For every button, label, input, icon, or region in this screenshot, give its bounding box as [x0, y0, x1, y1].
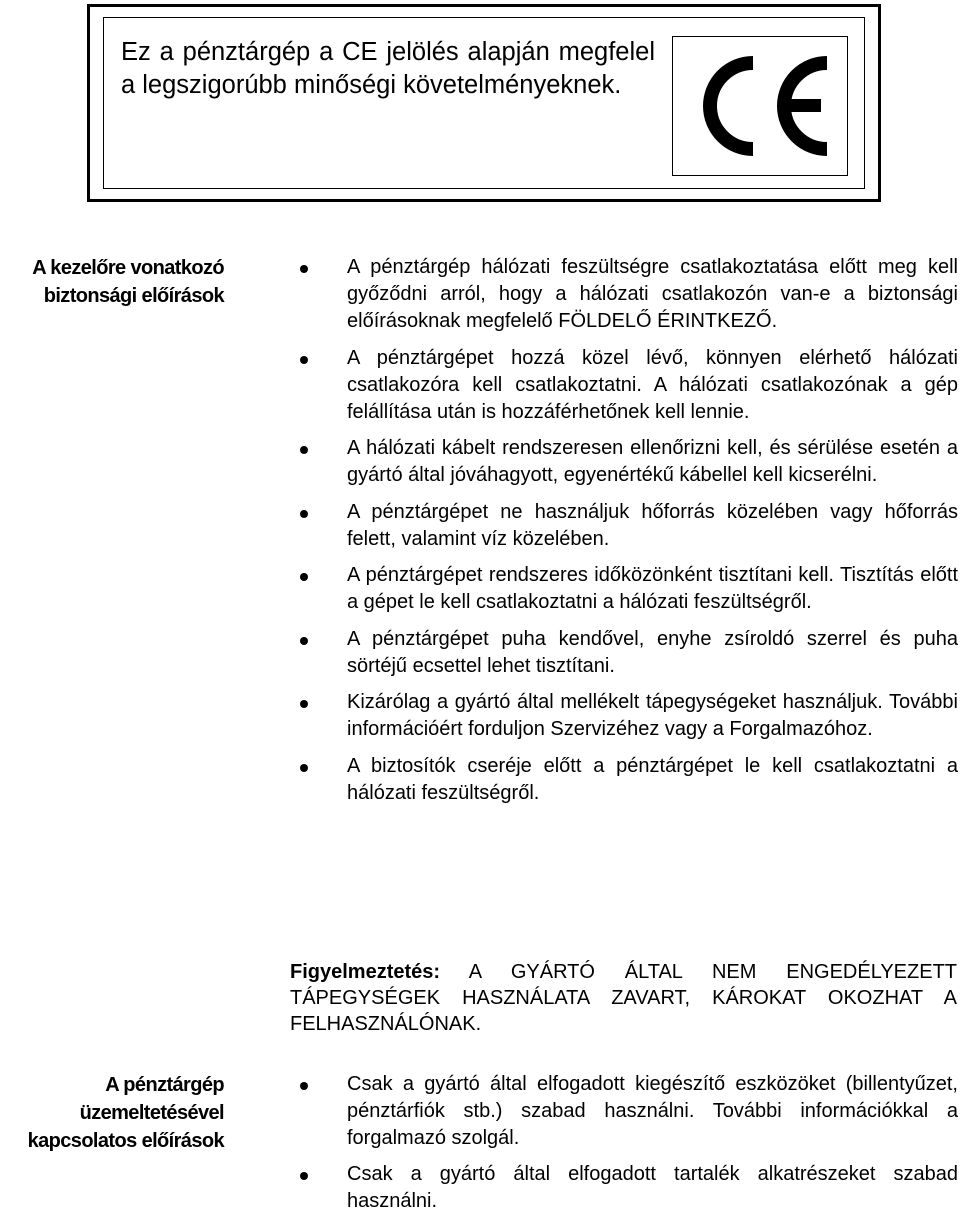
list-item: A pénztárgépet rendszeres időközönként tisztítani kell. Tisztítás előtt a gépet le kell csatlakoztatni a hálózati feszültségről.: [290, 562, 958, 616]
bullet-icon: [300, 446, 308, 454]
operation-heading: A pénztárgép üzemeltetésével kapcsolatos előírások: [27, 1074, 224, 1152]
bullet-icon: [300, 510, 308, 518]
warning-paragraph: [290, 959, 957, 1037]
bullet-icon: [300, 265, 308, 273]
bullet-icon: [300, 1082, 308, 1090]
ce-logo-frame: [672, 36, 848, 176]
bullet-icon: [300, 700, 308, 708]
operator-safety-heading: A kezelőre vonatkozó biztonsági előírások: [32, 257, 224, 307]
operation-list: [290, 1071, 958, 1224]
bullet-icon: [300, 637, 308, 645]
bullet-icon: [300, 1172, 308, 1180]
bullet-icon: [300, 356, 308, 364]
warning-text: A GYÁRTÓ ÁLTAL NEM ENGEDÉLYEZETT TÁPEGYSÉGEK HASZNÁLATA ZAVART, KÁROKAT OKOZHAT A FELHASZNÁLÓNAK.: [290, 961, 958, 1035]
list-item: A pénztárgép hálózati feszültségre csatlakoztatása előtt meg kell győződni arról, hogy a hálózati csatlakozón van-e a biztonsági előírásoknak megfelelő FÖLDELŐ ÉRINTKEZŐ.: [290, 254, 958, 335]
list-item: Csak a gyártó által elfogadott kiegészítő eszközöket (billentyűzet, pénztárfiók stb.) szabad használni. További információkkal a forgalmazó szolgál.: [290, 1071, 958, 1152]
list-item: Csak a gyártó által elfogadott tartalék alkatrészeket szabad használni.: [290, 1161, 958, 1215]
ce-mark-icon: [673, 37, 847, 175]
operator-safety-list: [290, 254, 958, 816]
list-item: Kizárólag a gyártó által mellékelt tápegységeket használjuk. További információért forduljon Szervizéhez vagy a Forgalmazóhoz.: [290, 689, 958, 743]
warning-label: Figyelmeztetés:: [290, 961, 441, 983]
list-item: A biztosítók cseréje előtt a pénztárgépet le kell csatlakoztatni a hálózati feszültségről.: [290, 753, 958, 807]
bullet-icon: [300, 573, 308, 581]
list-item: A pénztárgépet ne használjuk hőforrás közelében vagy hőforrás felett, valamint víz közelében.: [290, 499, 958, 553]
bullet-icon: [300, 764, 308, 772]
list-item: A hálózati kábelt rendszeresen ellenőrizni kell, és sérülése esetén a gyártó által jóváhagyott, egyenértékű kábellel kell kicserélni.: [290, 435, 958, 489]
list-item: A pénztárgépet puha kendővel, enyhe zsíroldó szerrel és puha sörtéjű ecsettel lehet tisztítani.: [290, 626, 958, 680]
list-item: A pénztárgépet hozzá közel lévő, könnyen elérhető hálózati csatlakozóra kell csatlakoztatni. A hálózati csatlakozónak a gép felállítása után is hozzáférhetőnek kell lennie.: [290, 345, 958, 426]
ce-notice-text: Ez a pénztárgép a CE jelölés alapján megfelel a legszigorúbb minőségi követelményeknek.: [121, 38, 655, 99]
